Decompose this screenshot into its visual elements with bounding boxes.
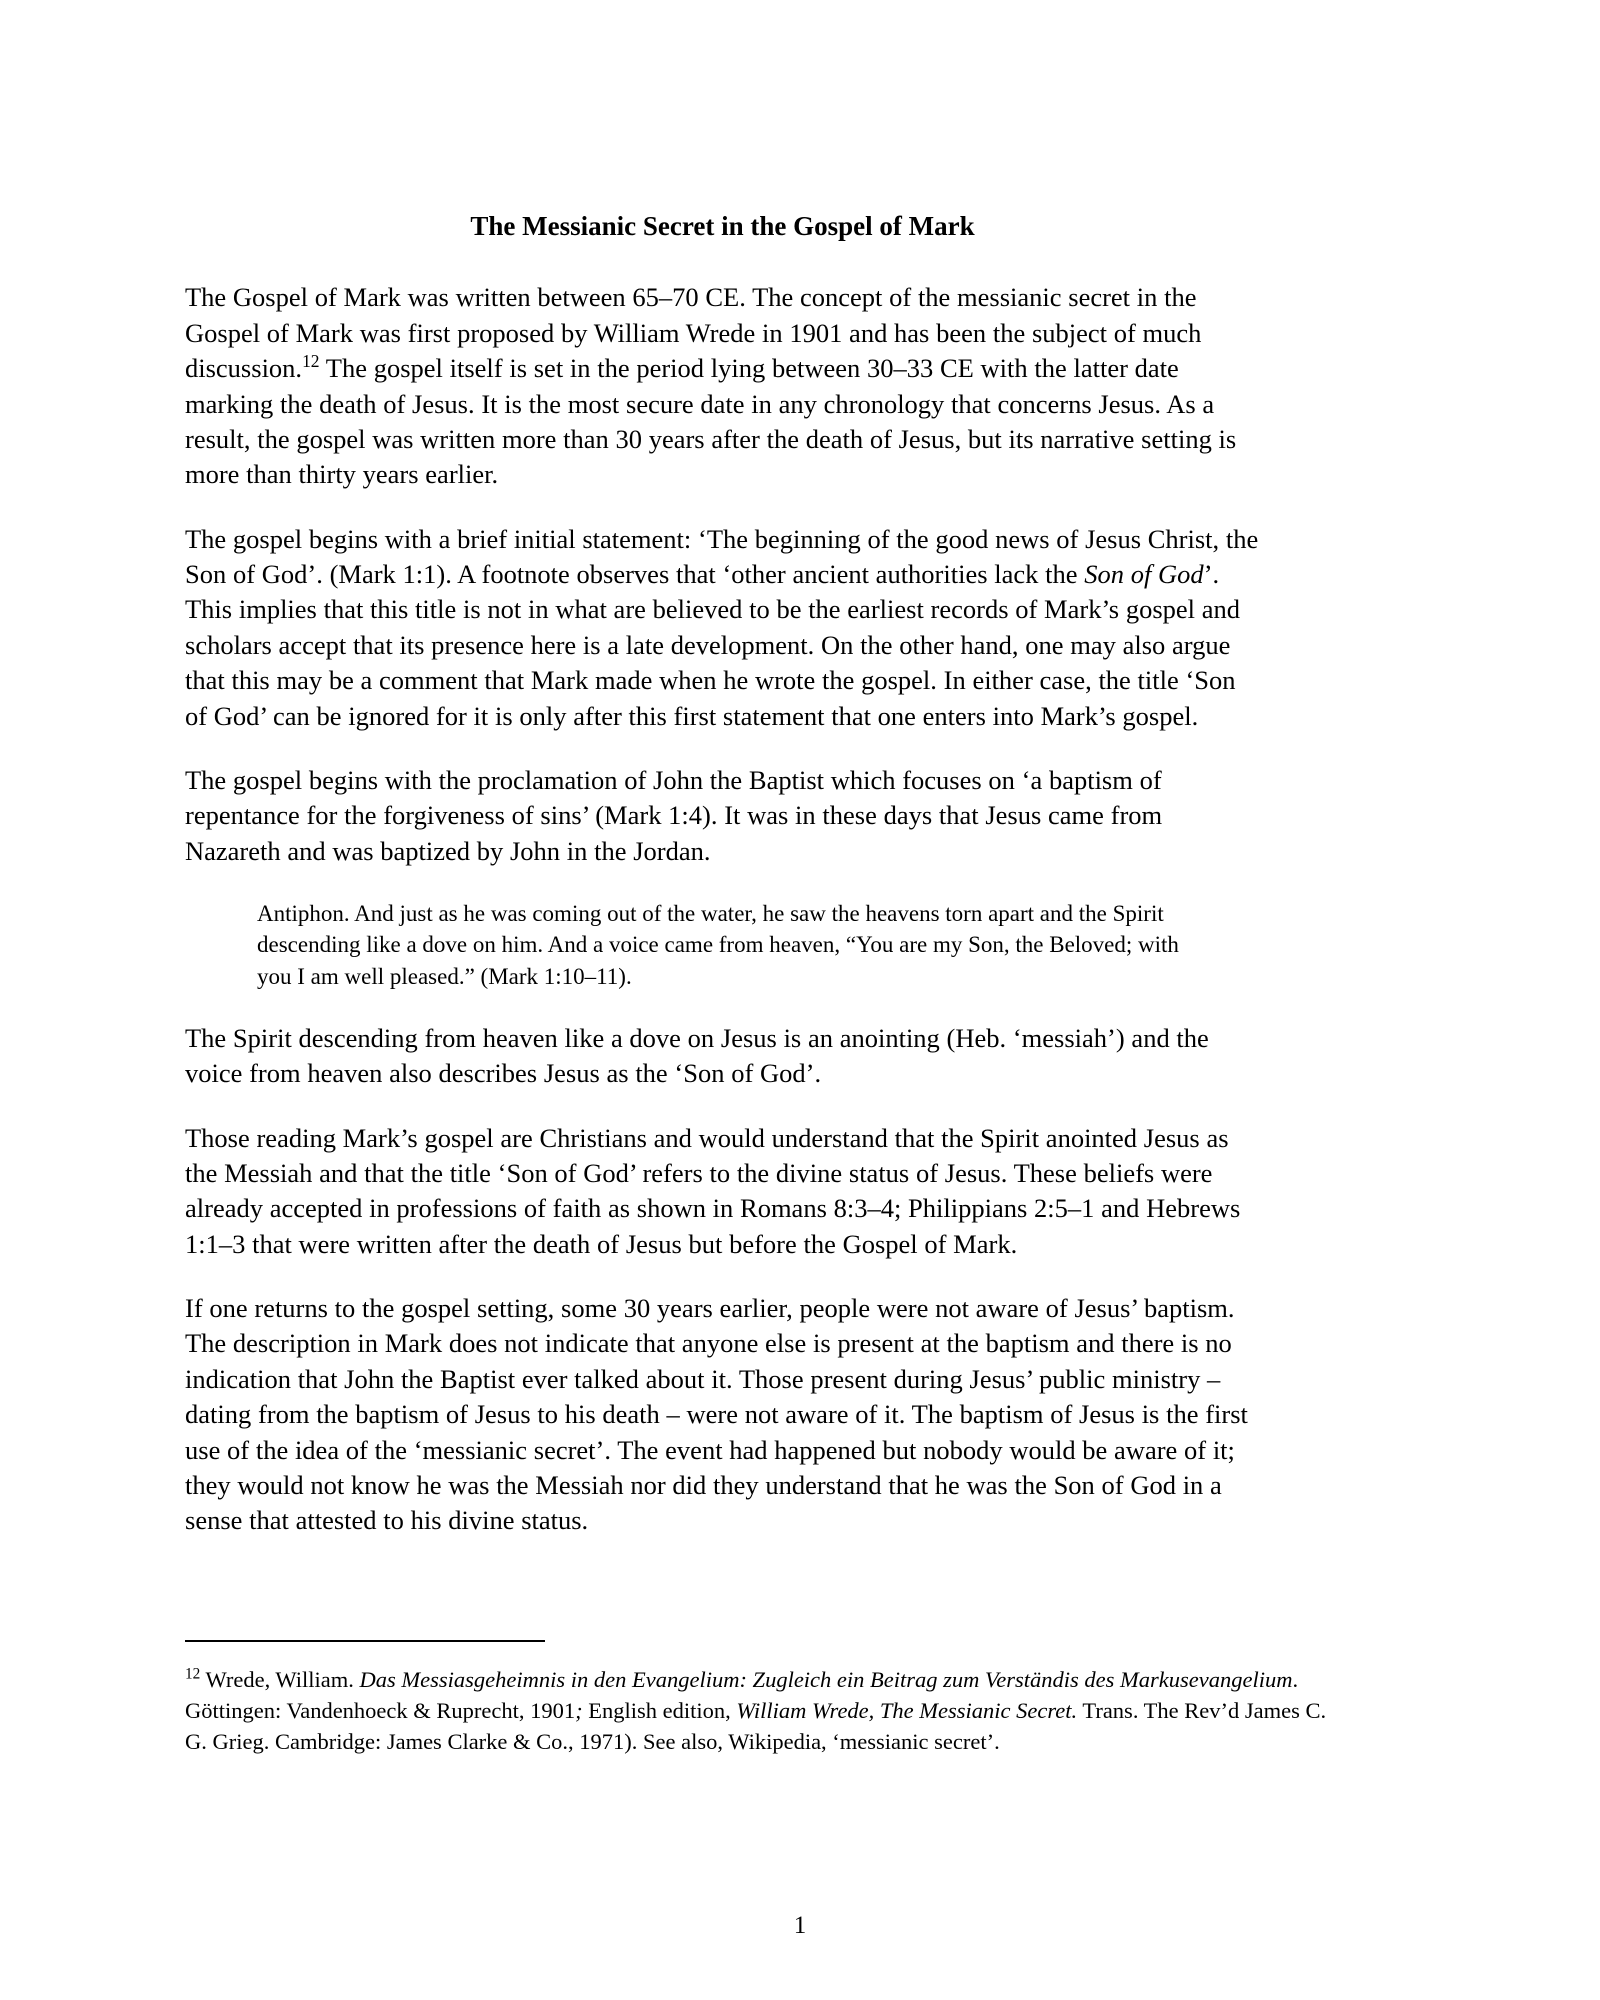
page-number: 1 — [793, 1912, 807, 1939]
footnote-segment-publisher: . Göttingen: Vandenhoeck & Ruprecht, 1901 — [185, 1667, 1299, 1724]
paragraph-2-text-b: ’. This implies that this title is not in what are believed to be the earliest records of Mark’s gospel and scholars accept that its presence here is a late development. On the other hand, one may also argue that this may be a comment that Mark made when he wrote the gospel. In either case, the title ‘Son of God’ can be ignored for it is only after this first statement that one enters into Mark’s gospel. — [185, 559, 1241, 731]
paragraph-2 — [185, 522, 1260, 734]
page-title: The Messianic Secret in the Gospel of Mark — [470, 211, 975, 241]
footnote-number: 12 — [185, 1665, 201, 1683]
footnote-reference-12[interactable]: 12 — [302, 351, 320, 372]
footnote-segment-title-german: Das Messiasgeheimnis in den Evangelium: Zugleich ein Beitrag zum Verständis des Markusevangelium — [359, 1667, 1293, 1692]
footnote-section — [185, 1640, 1345, 1757]
antiphon-quotation: Antiphon. And just as he was coming out of the water, he saw the heavens torn apart and the Spirit descending like a dove on him. And a voice came from heaven, “You are my Son, the Beloved; with you I am well pleased.” (Mark 1:10–11). — [257, 901, 1179, 989]
paragraph-1-text-b: The gospel itself is set in the period lying between 30–33 CE with the latter date marking the death of Jesus. It is the most secure date in any chronology that concerns Jesus. As a result, the gospel was written more than 30 years after the death of Jesus, but its narrative setting is more than thirty years earlier. — [185, 353, 1237, 490]
paragraph-2-italic-son-of-god: Son of God — [1084, 559, 1204, 590]
footnote-12 — [185, 1664, 1345, 1757]
paragraph-1 — [185, 280, 1260, 492]
footnote-segment-english-edition: English edition, — [588, 1698, 737, 1724]
footnote-segment-translation: Trans. The Rev’d James C. G. Grieg. Cambridge: James Clarke & Co., 1971). See also, Wikipedia, ‘messianic secret’. — [185, 1698, 1327, 1755]
footnote-segment-author: Wrede, William. — [200, 1667, 360, 1692]
footnote-segment-semicolon: ; — [575, 1698, 589, 1724]
paragraph-4: The Spirit descending from heaven like a dove on Jesus is an anointing (Heb. ‘messiah’) and the voice from heaven also describes Jesus as the ‘Son of God’. — [185, 1022, 1209, 1089]
paragraph-5: Those reading Mark’s gospel are Christians and would understand that the Spirit anointed Jesus as the Messiah and that the title ‘Son of God’ refers to the divine status of Jesus. These beliefs were already accepted in professions of faith as shown in Romans 8:3–4; Philippians 2:5–1 and Hebrews 1:1–3 that were written after the death of Jesus but before the Gospel of Mark. — [185, 1122, 1241, 1259]
footnote-separator-rule — [185, 1640, 545, 1642]
paragraph-2-text-a: The gospel begins with a brief initial statement: ‘The beginning of the good news of Jesus Christ, the Son of God’. (Mark 1:1). A footnote observes that ‘other ancient authorities lack the — [185, 523, 1259, 590]
paragraph-3: The gospel begins with the proclamation of John the Baptist which focuses on ‘a baptism of repentance for the forgiveness of sins’ (Mark 1:4). It was in these days that Jesus came from Nazareth and was baptized by John in the Jordan. — [185, 764, 1163, 866]
footnote-segment-title-english: William Wrede, The Messianic Secret. — [736, 1698, 1078, 1724]
paragraph-6: If one returns to the gospel setting, some 30 years earlier, people were not aware of Jesus’ baptism. The description in Mark does not indicate that anyone else is present at the baptism and there is no indication that John the Baptist ever talked about it. Those present during Jesus’ public ministry – dating from the baptism of Jesus to his death – were not aware of it. The baptism of Jesus is the first use of the idea of the ‘messianic secret’. The event had happened but nobody would be aware of it; they would not know he was the Messiah nor did they understand that he was the Son of God in a sense that attested to his divine status. — [185, 1293, 1248, 1536]
paragraph-1-text-a: The Gospel of Mark was written between 65–70 CE. The concept of the messianic secret in the Gospel of Mark was first proposed by William Wrede in 1901 and has been the subject of much discussion. — [185, 282, 1202, 384]
document-body — [185, 210, 1260, 1539]
